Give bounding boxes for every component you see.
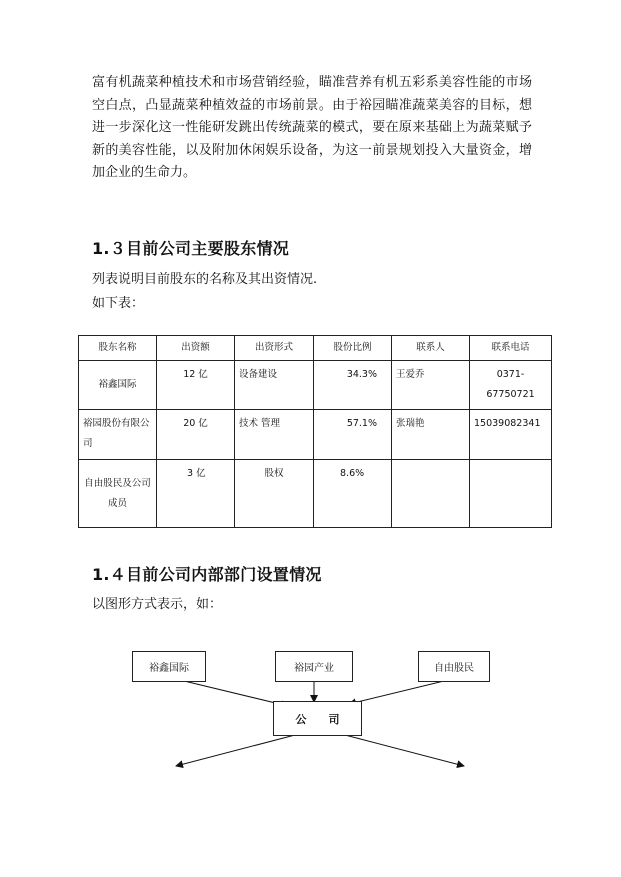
arrow-company-down-left — [176, 735, 295, 766]
contact-phone: 15039082341 — [470, 410, 552, 460]
investment-form: 股权 — [235, 460, 314, 528]
investment-form: 设备建设 — [235, 361, 314, 410]
share-ratio: 8.6% — [314, 460, 392, 528]
org-box-yuyuan-industry: 裕园产业 — [275, 651, 353, 682]
header-cell: 出资额 — [157, 336, 235, 361]
header-cell: 联系人 — [392, 336, 470, 361]
header-cell: 出资形式 — [235, 336, 314, 361]
investment-amount: 3 亿 — [157, 460, 235, 528]
org-box-free-shareholders: 自由股民 — [418, 651, 490, 682]
investment-form: 技术 管理 — [235, 410, 314, 460]
share-ratio: 57.1% — [314, 410, 392, 460]
header-cell: 股东名称 — [79, 336, 157, 361]
contact-phone: 0371-67750721 — [470, 361, 552, 410]
intro-paragraph: 富有机蔬菜种植技术和市场营销经验，瞄准营养有机五彩系美容性能的市场空白点，凸显蔬菜种植效益的市场前景。由于裕园瞄准蔬菜美容的目标，想进一步深化这一性能研发跳出传统蔬菜的模式，要在原来基础上为蔬菜赋予新的美容性能，以及附加休闲娱乐设备，为这一前景规划投入大量资金，增加企业的生命力。 — [92, 75, 532, 180]
arrow-right-to-company — [349, 680, 448, 704]
arrow-company-down-right — [345, 735, 464, 766]
section-1-4-description: 以图形方式表示，如： — [92, 597, 223, 612]
org-box-yuxin-international: 裕鑫国际 — [132, 651, 206, 682]
contact-person: 王爱乔 — [392, 361, 470, 410]
investment-amount: 12 亿 — [157, 361, 235, 410]
shareholder-name: 自由股民及公司成员 — [79, 460, 157, 528]
share-ratio: 34.3% — [314, 361, 392, 410]
org-box-company: 公 司 — [273, 701, 362, 736]
section-1-3-description: 列表说明目前股东的名称及其出资情况. — [92, 272, 318, 287]
contact-person: 张瑞艳 — [392, 410, 470, 460]
shareholder-name: 裕鑫国际 — [79, 361, 157, 410]
arrow-left-to-company — [180, 680, 288, 706]
header-cell: 联系电话 — [470, 336, 552, 361]
investment-amount: 20 亿 — [157, 410, 235, 460]
section-1-3-note: 如下表： — [92, 296, 145, 311]
section-1-3-heading: 1.３目前公司主要股东情况 — [92, 239, 290, 258]
header-cell: 股份比例 — [314, 336, 392, 361]
shareholder-name: 裕园股份有限公司 — [79, 410, 157, 460]
section-1-4-heading: 1.４目前公司内部部门设置情况 — [92, 565, 322, 584]
